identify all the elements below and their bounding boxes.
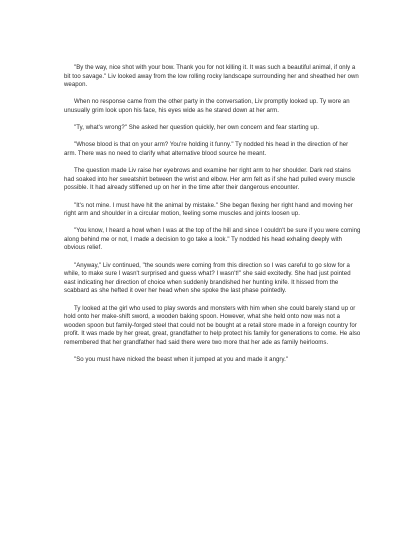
paragraph-7: "You know, I heard a howl when I was at the top of the hill and since I couldn't be sure if you were coming along behind me or not, I made a decision to go take a look." Ty nodded his head exhaling deeply with obvious relief. bbox=[64, 228, 361, 252]
paragraph-5: The question made Liv raise her eyebrows and examine her right arm to her shoulder. Dark red stains had soaked into her sweatshirt between the wrist and elbow. Her arm felt as if she had pulled every muscle possible. It had already stiffened up on her in the time after their dangerous encounter. bbox=[64, 168, 355, 192]
document-page bbox=[64, 64, 362, 373]
paragraph-2: When no response came from the other party in the conversation, Liv promptly looked up. Ty wore an unusually grim look upon his face, his eyes wide as he stared down at her arm. bbox=[64, 99, 350, 114]
paragraph-3: "Ty, what's wrong?" She asked her question quickly, her own concern and fear starting up. bbox=[74, 125, 319, 132]
paragraph-1: "By the way, nice shot with your bow. Thank you for not killing it. It was such a beautiful animal, if only a bit too savage." Liv looked away from the low rolling rocky landscape surrounding her and sheathed her own weapon. bbox=[64, 65, 359, 89]
paragraph-10: "So you must have nicked the beast when it jumped at you and made it angry." bbox=[74, 357, 289, 364]
paragraph-4: "Whose blood is that on your arm? You're holding it funny." Ty nodded his head in the direction of her arm. There was no need to clarify what alternative blood source he meant. bbox=[64, 142, 349, 157]
paragraph-6: "It's not mine. I must have hit the animal by mistake." She began flexing her right hand and moving her right arm and shoulder in a circular motion, feeling some muscles and joints loosen up. bbox=[64, 202, 353, 218]
paragraph-8: "Anyway," Liv continued, "the sounds were coming from this direction so I was careful to go slow for a while, to make sure I wasn't surprised and guess what? I wasn't!" she said excitedly. She had just pointed east indicating her direction of choice when suddenly brandished her hunting knife. It hissed from the scabbard as she hefted it over her head when she spoke the last phase pointedly. bbox=[64, 262, 351, 295]
paragraph-9: Ty looked at the girl who used to play swords and monsters with him when she could barely stand up or hold onto her make-shift sword, a wooden baking spoon. However, what she held onto now was not a wooden spoon but family-forged steel that could not be bought at a retail store made in a foreign country for profit. It was made by her great, great, grandfather to help protect his family for generations to come. He also remembered that her grandfather had said there were two more that her ade as family heirlooms. bbox=[64, 305, 361, 346]
